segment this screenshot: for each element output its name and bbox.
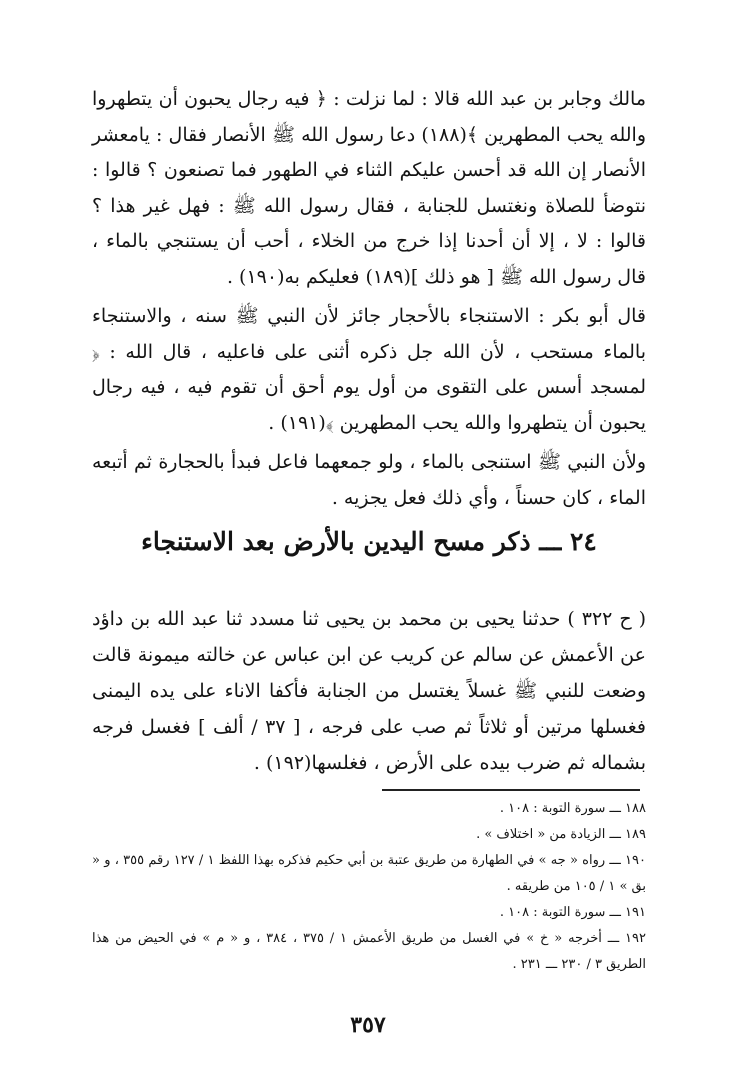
footnote-189: ١٨٩ ـــ الزيادة من « اختلاف » . bbox=[476, 827, 646, 842]
footnotes bbox=[92, 796, 646, 978]
footnote-188: ١٨٨ ـــ سورة التوبة : ١٠٨ . bbox=[499, 801, 646, 816]
main-text bbox=[92, 82, 646, 516]
paragraph-3: ولأن النبي ﷺ استنجى بالماء ، ولو جمعهما فاعل فبدأ بالحجارة ثم أتبعه الماء ، كان حسناً ، وأي ذلك فعل يجزيه . bbox=[92, 451, 646, 509]
footnote-192: ١٩٢ ـــ أخرجه « خ » في الغسل من طريق الأعمش ١ / ٣٧٥ ، ٣٨٤ ، و « م » في الحيض من هذا الطريق ٣ / ٢٣٠ ـــ ٢٣١ . bbox=[92, 931, 646, 972]
hadith-text bbox=[92, 601, 646, 781]
section-heading: ٢٤ ـــ ذكر مسح اليدين بالأرض بعد الاستنجاء bbox=[141, 527, 597, 556]
footnote-191: ١٩١ ـــ سورة التوبة : ١٠٨ . bbox=[499, 905, 646, 920]
paragraph-1: مالك وجابر بن عبد الله قالا : لما نزلت : ﴿ فيه رجال يحبون أن يتطهروا والله يحب المطهرين ﴾(١٨٨) دعا رسول الله ﷺ الأنصار فقال : يامعشر الأنصار إن الله قد أحسن عليكم الثناء في الطهور فما تصنعون ؟ قالوا : نتوضأ للصلاة ونغتسل للجنابة ، فقال رسول الله ﷺ : فهل غير هذا ؟ قالوا : لا ، إلا أن أحدنا إذا خرج من الخلاء ، أحب أن يستنجي بالماء ، قال رسول الله ﷺ [ هو ذلك ](١٨٩) فعليكم به(١٩٠) . bbox=[92, 88, 646, 288]
paragraph-2: قال أبو بكر : الاستنجاء بالأحجار جائز لأن النبي ﷺ سنه ، والاستنجاء بالماء مستحب ، لأن الله جل ذكره أثنى على فاعليه ، قال الله : ﴿ لمسجد أسس على التقوى من أول يوم أحق أن تقوم فيه ، فيه رجال يحبون أن يتطهروا والله يحب المطهرين ﴾(١٩١) . bbox=[92, 305, 646, 434]
hadith-paragraph: ( ح ٣٢٢ ) حدثنا يحيى بن محمد بن يحيى ثنا مسدد ثنا عبد الله بن داؤد عن الأعمش عن سالم عن كريب عن ابن عباس عن خالته ميمونة قالت وضعت للنبي ﷺ غسلاً يغتسل من الجنابة فأكفا الاناء على يده اليمنى فغسلها مرتين أو ثلاثاً ثم صب على فرجه ، [ ٣٧ / ألف ] فغسل فرجه بشماله ثم ضرب بيده على الأرض ، فغلسها(١٩٢) . bbox=[92, 608, 646, 774]
page-number: ٣٥٧ bbox=[350, 1012, 386, 1038]
footnote-190: ١٩٠ ـــ رواه « جه » في الطهارة من طريق عتبة بن أبي حكيم فذكره بهذا اللفظ ١ / ١٢٧ رقم ٣٥٥ ، و « بق » ١ / ١٠٥ من طريقه . bbox=[92, 853, 646, 894]
footnote-divider bbox=[382, 789, 640, 791]
